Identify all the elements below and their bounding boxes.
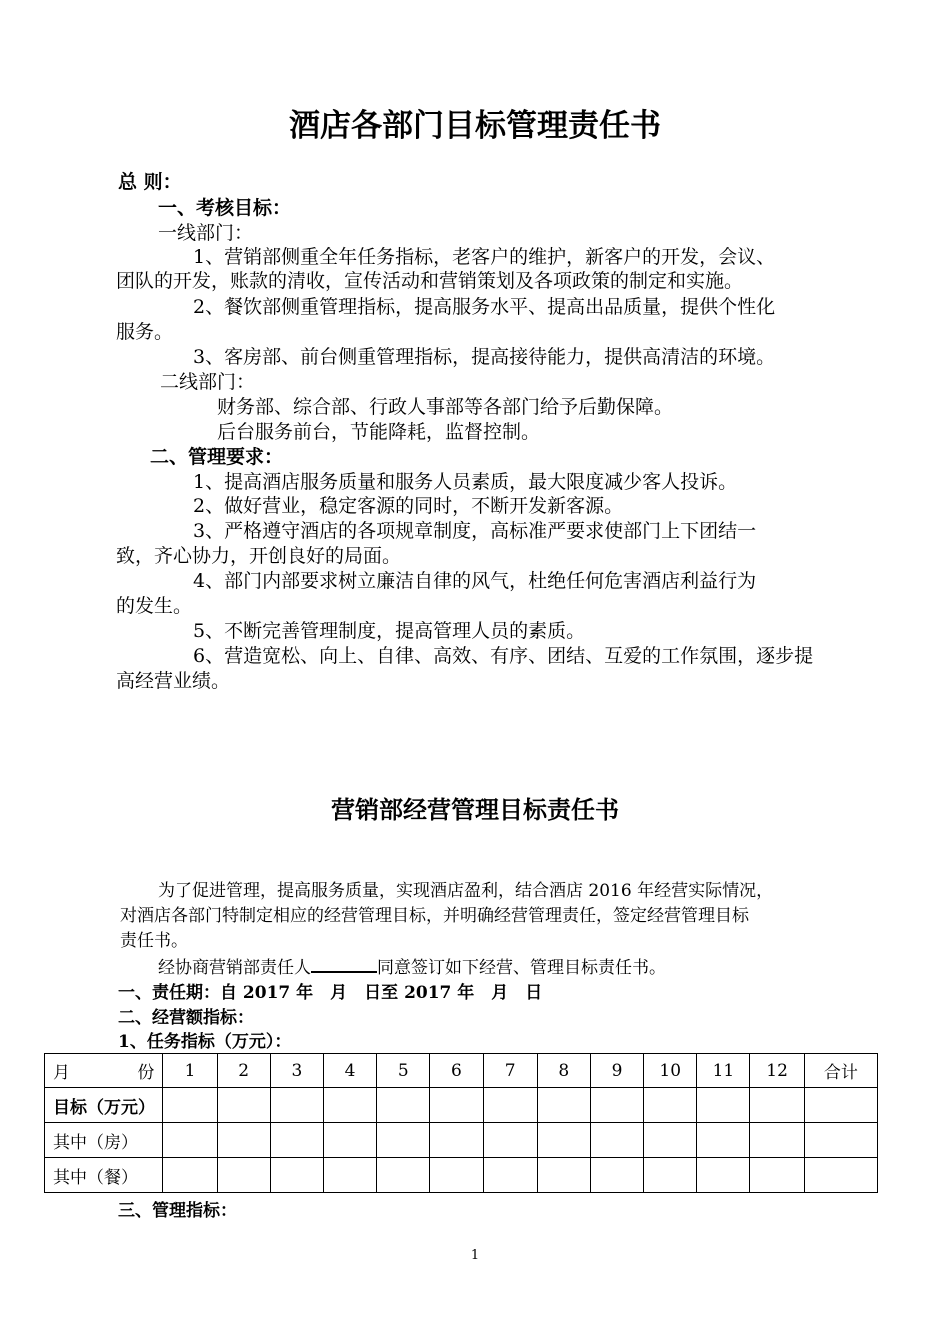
general-heading: 总 则： (118, 171, 182, 193)
table-cell[interactable] (590, 1158, 643, 1193)
month-cell: 10 (644, 1054, 697, 1088)
table-cell[interactable] (483, 1088, 537, 1123)
month-cell: 4 (323, 1054, 376, 1088)
table-cell[interactable] (163, 1123, 217, 1158)
revenue-title: 二、经营额指标： (118, 1008, 254, 1028)
table-cell[interactable] (697, 1158, 750, 1193)
requirement-3-line2: 致，齐心协力，开创良好的局面。 (116, 545, 402, 567)
management-title: 三、管理指标： (118, 1201, 237, 1221)
page-number: 1 (470, 1248, 480, 1263)
section2-title: 二、管理要求： (150, 446, 284, 468)
frontline-label: 一线部门： (158, 222, 254, 244)
task-table (44, 1053, 878, 1193)
backline-line1: 财务部、综合部、行政人事部等各部门给予后勤保障。 (217, 396, 674, 418)
table-cell[interactable] (644, 1088, 697, 1123)
month-cell: 6 (430, 1054, 483, 1088)
requirement-4-line1: 4、部门内部要求树立廉洁自律的风气，杜绝任何危害酒店利益行为 (193, 570, 757, 592)
month-cell: 1 (163, 1054, 217, 1088)
month-cell: 9 (590, 1054, 643, 1088)
table-cell[interactable] (270, 1088, 323, 1123)
doc1-title: 酒店各部门目标管理责任书 (289, 108, 661, 144)
table-cell[interactable] (323, 1158, 376, 1193)
table-cell[interactable] (217, 1123, 270, 1158)
table-cell[interactable] (323, 1088, 376, 1123)
intro-line1: 为了促进管理，提高服务质量，实现酒店盈利，结合酒店 2016 年经营实际情况， (158, 881, 774, 901)
month-cell: 5 (377, 1054, 430, 1088)
row-label-target: 目标（万元） (45, 1088, 163, 1123)
requirement-6-line2: 高经营业绩。 (116, 670, 231, 692)
backline-line2: 后台服务前台，节能降耗，监督控制。 (217, 421, 541, 443)
requirement-6-line1: 6、营造宽松、向上、自律、高效、有序、团结、互爱的工作氛围，逐步提 (193, 645, 814, 667)
agreement-suffix: 同意签订如下经营、管理目标责任书。 (377, 958, 666, 978)
table-row-target (45, 1088, 878, 1123)
month-header-cell (45, 1054, 163, 1088)
responsibility-period: 一、责任期：自 2017 年 月 日至 2017 年 月 日 (118, 983, 543, 1003)
table-cell[interactable] (217, 1088, 270, 1123)
table-cell[interactable] (804, 1123, 877, 1158)
table-cell[interactable] (377, 1158, 430, 1193)
frontline-item2-line1: 2、餐饮部侧重管理指标，提高服务水平、提高出品质量，提供个性化 (193, 296, 776, 318)
table-cell[interactable] (537, 1123, 590, 1158)
table-cell[interactable] (537, 1158, 590, 1193)
backline-label: 二线部门： (160, 371, 256, 393)
table-cell[interactable] (750, 1088, 804, 1123)
agreement-line (158, 953, 666, 982)
table-cell[interactable] (217, 1158, 270, 1193)
table-cell[interactable] (537, 1088, 590, 1123)
month-label-left: 月 (53, 1063, 70, 1083)
table-cell[interactable] (163, 1158, 217, 1193)
table-cell[interactable] (377, 1123, 430, 1158)
table-cell[interactable] (697, 1123, 750, 1158)
table-cell[interactable] (483, 1123, 537, 1158)
table-cell[interactable] (590, 1123, 643, 1158)
table-cell[interactable] (590, 1088, 643, 1123)
table-cell[interactable] (750, 1158, 804, 1193)
table-cell[interactable] (270, 1158, 323, 1193)
row-label-dining: 其中（餐） (45, 1158, 163, 1193)
requirement-4-line2: 的发生。 (116, 595, 193, 617)
table-cell[interactable] (804, 1088, 877, 1123)
month-cell: 2 (217, 1054, 270, 1088)
table-cell[interactable] (644, 1158, 697, 1193)
table-cell[interactable] (430, 1123, 483, 1158)
month-cell: 3 (270, 1054, 323, 1088)
signature-blank[interactable] (311, 953, 377, 973)
month-cell: 11 (697, 1054, 750, 1088)
requirement-3-line1: 3、严格遵守酒店的各项规章制度，高标准严要求使部门上下团结一 (193, 520, 757, 542)
table-row-dining (45, 1158, 878, 1193)
row-label-rooms: 其中（房） (45, 1123, 163, 1158)
intro-line3: 责任书。 (120, 931, 188, 951)
doc2-title: 营销部经营管理目标责任书 (331, 795, 619, 824)
table-cell[interactable] (750, 1123, 804, 1158)
table-cell[interactable] (377, 1088, 430, 1123)
intro-line2: 对酒店各部门特制定相应的经营管理目标，并明确经营管理责任，签定经营管理目标 (120, 906, 749, 926)
month-label-right: 份 (137, 1063, 155, 1083)
month-cell: 8 (537, 1054, 590, 1088)
requirement-1: 1、提高酒店服务质量和服务人员素质，最大限度减少客人投诉。 (193, 471, 738, 493)
requirement-5: 5、不断完善管理制度，提高管理人员的素质。 (193, 620, 586, 642)
table-cell[interactable] (644, 1123, 697, 1158)
month-cell: 12 (750, 1054, 804, 1088)
table-cell[interactable] (323, 1123, 376, 1158)
total-header-cell: 合计 (804, 1054, 877, 1088)
table-cell[interactable] (163, 1088, 217, 1123)
table-row-rooms (45, 1123, 878, 1158)
table-cell[interactable] (804, 1158, 877, 1193)
frontline-item3: 3、客房部、前台侧重管理指标，提高接待能力，提供高清洁的环境。 (193, 346, 776, 368)
table-cell[interactable] (430, 1088, 483, 1123)
frontline-item2-line2: 服务。 (116, 321, 174, 343)
section1-title: 一、考核目标： (158, 197, 292, 219)
month-cell: 7 (483, 1054, 537, 1088)
agreement-prefix: 经协商营销部责任人 (158, 958, 311, 978)
table-cell[interactable] (483, 1158, 537, 1193)
table-cell[interactable] (697, 1088, 750, 1123)
task-title: 1、任务指标（万元）： (118, 1032, 292, 1052)
frontline-item1-line2: 团队的开发，账款的清收，宣传活动和营销策划及各项政策的制定和实施。 (116, 270, 744, 292)
requirement-2: 2、做好营业，稳定客源的同时，不断开发新客源。 (193, 495, 624, 517)
table-cell[interactable] (430, 1158, 483, 1193)
table-cell[interactable] (270, 1123, 323, 1158)
frontline-item1-line1: 1、营销部侧重全年任务指标，老客户的维护，新客户的开发，会议、 (193, 246, 776, 268)
table-header-row (45, 1054, 878, 1088)
